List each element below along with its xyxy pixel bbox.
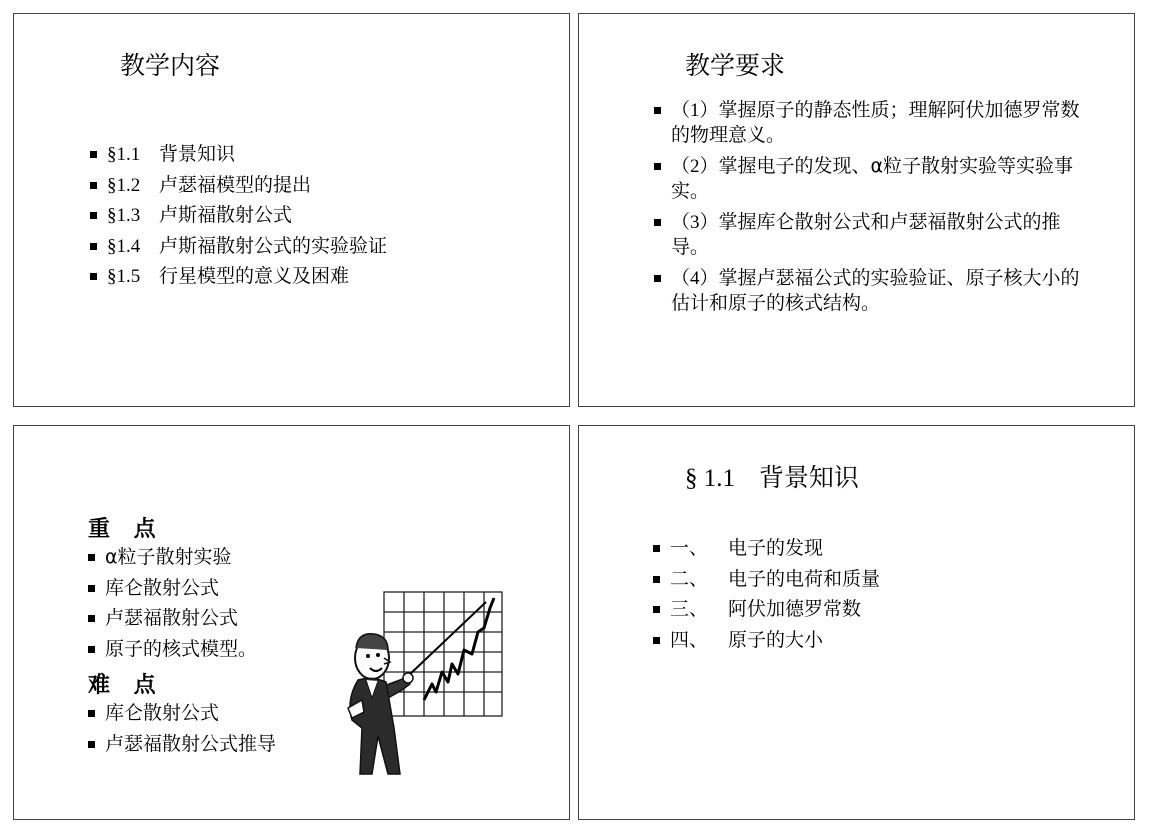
list-item bbox=[88, 636, 257, 667]
list-item bbox=[653, 535, 880, 566]
list-item bbox=[90, 172, 387, 203]
section-number: §1.1 bbox=[107, 144, 141, 165]
slide-teaching-requirements bbox=[578, 13, 1135, 407]
item-text: 掌握卢瑟福公式的实验验证、原子核大小的估计和原子的核式结构。 bbox=[671, 267, 1080, 314]
requirements-list bbox=[654, 98, 1086, 322]
square-bullet-icon bbox=[90, 243, 97, 250]
square-bullet-icon bbox=[654, 275, 661, 282]
slide-key-points bbox=[13, 425, 570, 820]
list-item bbox=[90, 263, 387, 294]
item-ordinal: 二、 bbox=[670, 567, 709, 590]
item-text: 卢瑟福散射公式 bbox=[105, 607, 239, 629]
square-bullet-icon bbox=[653, 606, 660, 613]
difficulties-heading: 难 点 bbox=[88, 673, 164, 698]
list-item bbox=[653, 566, 880, 597]
contents-list bbox=[90, 141, 387, 294]
item-text: α粒子散射实验 bbox=[105, 546, 232, 568]
slide-title: 教学要求 bbox=[685, 51, 786, 80]
item-ordinal: 一、 bbox=[670, 537, 709, 559]
square-bullet-icon bbox=[654, 219, 661, 226]
key-points-list bbox=[88, 544, 257, 666]
section-title: 行星模型的意义及困难 bbox=[159, 265, 350, 287]
section-title: 卢瑟福模型的提出 bbox=[159, 173, 312, 196]
square-bullet-icon bbox=[653, 545, 660, 552]
section-title: 卢斯福散射公式的实验验证 bbox=[159, 234, 388, 257]
list-item bbox=[654, 266, 1086, 316]
list-item bbox=[88, 700, 276, 731]
slide-title: 教学内容 bbox=[120, 51, 221, 80]
item-text: 原子的核式模型。 bbox=[105, 637, 258, 660]
item-text: 库仑散射公式 bbox=[105, 702, 220, 724]
slide-background-knowledge bbox=[578, 425, 1135, 820]
difficulties-list bbox=[88, 700, 276, 761]
list-item bbox=[653, 627, 880, 658]
square-bullet-icon bbox=[653, 637, 660, 644]
item-text: 掌握电子的发现、α粒子散射实验等实验事实。 bbox=[671, 155, 1074, 202]
square-bullet-icon bbox=[88, 741, 95, 748]
topics-list bbox=[653, 535, 880, 657]
slide-title bbox=[685, 458, 859, 494]
list-item bbox=[90, 233, 387, 264]
item-text: 原子的大小 bbox=[728, 628, 824, 651]
list-item bbox=[88, 575, 257, 606]
item-text: 电子的电荷和质量 bbox=[728, 567, 881, 590]
list-item bbox=[88, 731, 276, 762]
section-title: 背景知识 bbox=[758, 463, 859, 492]
item-ordinal: 四、 bbox=[670, 628, 709, 651]
section-number: §1.2 bbox=[107, 174, 141, 196]
section-title: 卢斯福散射公式 bbox=[159, 204, 293, 226]
item-text: 库仑散射公式 bbox=[105, 576, 220, 599]
item-text: 卢瑟福散射公式推导 bbox=[105, 732, 277, 755]
list-item bbox=[90, 202, 387, 233]
item-number: （2） bbox=[671, 156, 719, 177]
item-number: （1） bbox=[671, 100, 719, 121]
key-points-heading: 重 点 bbox=[88, 517, 164, 542]
slide-teaching-content bbox=[13, 13, 570, 407]
square-bullet-icon bbox=[90, 182, 97, 189]
section-title: 背景知识 bbox=[159, 143, 236, 165]
square-bullet-icon bbox=[654, 163, 661, 170]
square-bullet-icon bbox=[88, 615, 95, 622]
square-bullet-icon bbox=[88, 710, 95, 717]
square-bullet-icon bbox=[90, 212, 97, 219]
list-item bbox=[88, 544, 257, 575]
list-item bbox=[88, 605, 257, 636]
item-number: （3） bbox=[671, 212, 719, 233]
item-text: 掌握原子的静态性质；理解阿伏加德罗常数的物理意义。 bbox=[671, 99, 1080, 146]
item-text: 阿伏加德罗常数 bbox=[728, 598, 862, 620]
square-bullet-icon bbox=[88, 646, 95, 653]
list-item bbox=[90, 141, 387, 172]
square-bullet-icon bbox=[90, 273, 97, 280]
list-item bbox=[654, 98, 1086, 148]
section-number: §1.4 bbox=[107, 235, 141, 257]
item-number: （4） bbox=[671, 268, 719, 289]
item-text: 掌握库仑散射公式和卢瑟福散射公式的推导。 bbox=[671, 211, 1061, 258]
item-text: 电子的发现 bbox=[728, 537, 824, 559]
section-number: §1.5 bbox=[107, 266, 141, 287]
presenter-chart-clipart-icon bbox=[344, 588, 506, 778]
square-bullet-icon bbox=[654, 107, 661, 114]
section-number: § 1.1 bbox=[685, 465, 735, 492]
list-item bbox=[653, 596, 880, 627]
square-bullet-icon bbox=[88, 554, 95, 561]
square-bullet-icon bbox=[88, 585, 95, 592]
item-ordinal: 三、 bbox=[670, 598, 709, 620]
section-number: §1.3 bbox=[107, 205, 141, 226]
list-item bbox=[654, 210, 1086, 260]
square-bullet-icon bbox=[653, 576, 660, 583]
square-bullet-icon bbox=[90, 151, 97, 158]
list-item bbox=[654, 154, 1086, 204]
